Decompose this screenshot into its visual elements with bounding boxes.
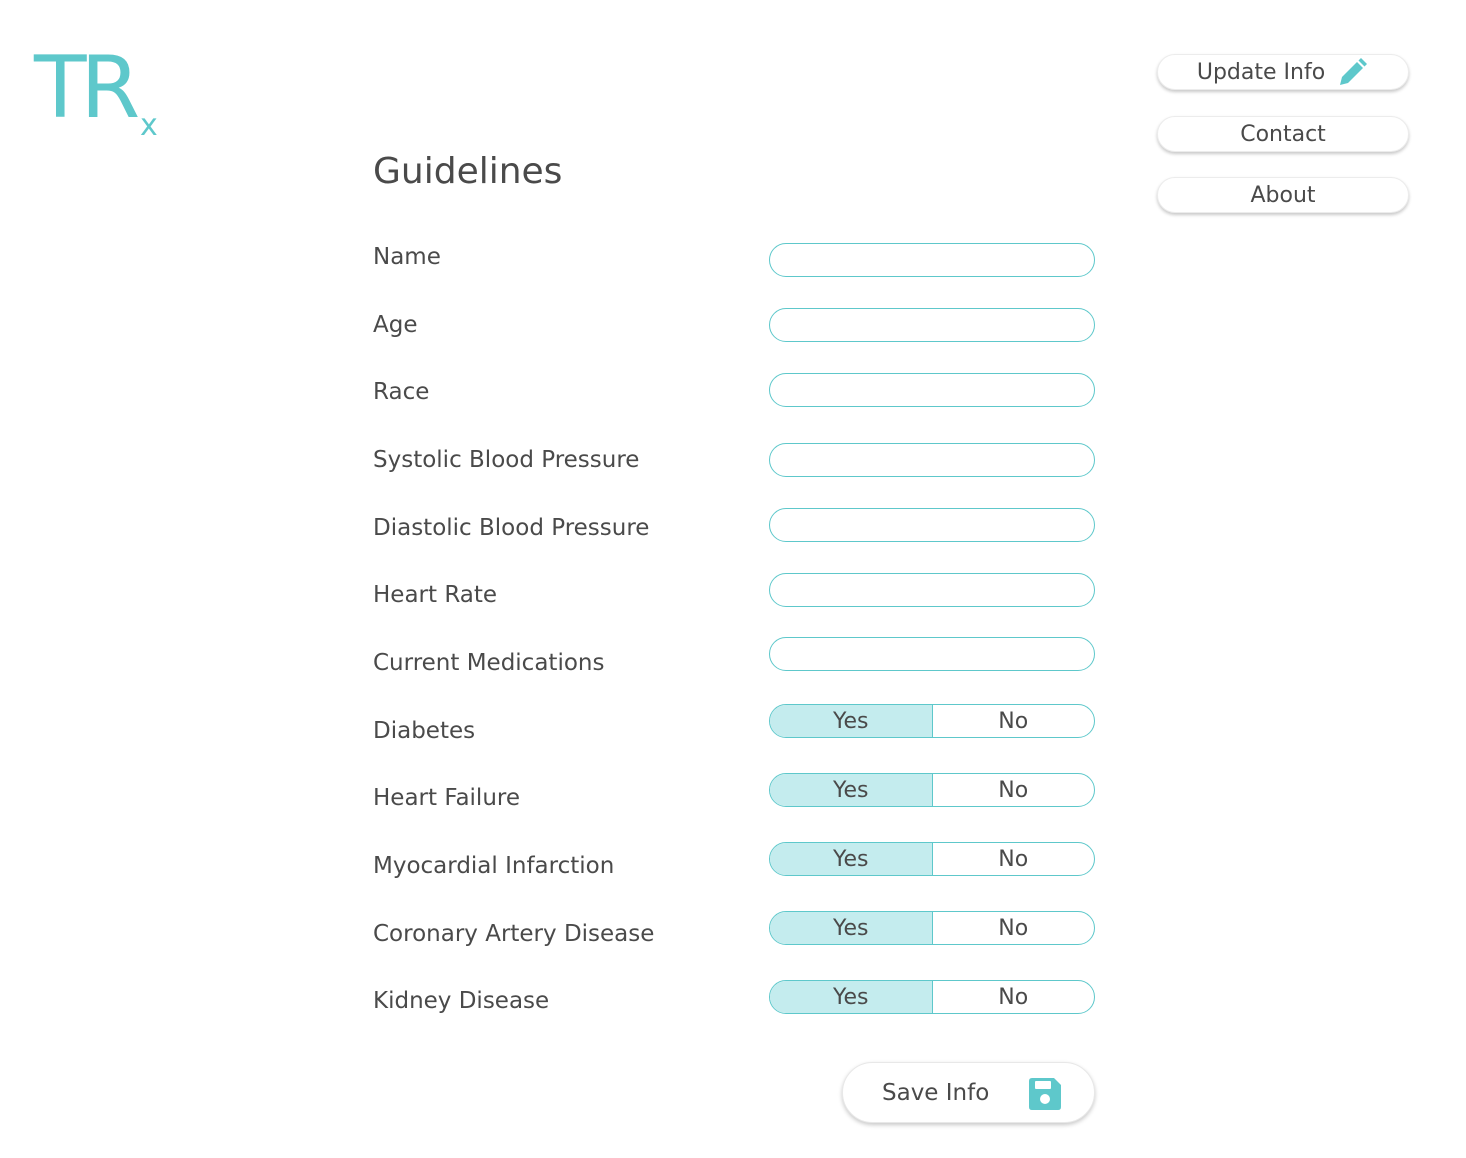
- age-label: Age: [373, 312, 418, 338]
- current-medications-label: Current Medications: [373, 650, 605, 676]
- coronary-artery-disease-label: Coronary Artery Disease: [373, 921, 655, 947]
- race-field[interactable]: [769, 373, 1095, 407]
- coronary-artery-disease-toggle: [769, 911, 1095, 945]
- save-info-button[interactable]: [842, 1062, 1095, 1123]
- age-field[interactable]: [769, 308, 1095, 342]
- kidney-disease-toggle: [769, 980, 1095, 1014]
- name-field[interactable]: [769, 243, 1095, 277]
- diabetes-no-option[interactable]: No: [932, 705, 1095, 737]
- save-icon: [1028, 1077, 1062, 1111]
- kidney-disease-no-option[interactable]: No: [932, 981, 1095, 1013]
- heart-failure-toggle: [769, 773, 1095, 807]
- name-label: Name: [373, 244, 441, 270]
- heart-rate-field[interactable]: [769, 573, 1095, 607]
- logo-sub-text: x: [140, 108, 158, 143]
- myocardial-infarction-no-option[interactable]: No: [932, 843, 1095, 875]
- coronary-artery-disease-no-option[interactable]: No: [932, 912, 1095, 944]
- update-info-label: Update Info: [1196, 59, 1326, 85]
- kidney-disease-yes-option[interactable]: Yes: [770, 981, 932, 1013]
- systolic-bp-label: Systolic Blood Pressure: [373, 447, 640, 473]
- myocardial-infarction-label: Myocardial Infarction: [373, 853, 615, 879]
- diabetes-yes-option[interactable]: Yes: [770, 705, 932, 737]
- kidney-disease-label: Kidney Disease: [373, 988, 550, 1014]
- systolic-bp-field[interactable]: [769, 443, 1095, 477]
- race-label: Race: [373, 379, 430, 405]
- page-title: Guidelines: [373, 151, 563, 192]
- coronary-artery-disease-yes-option[interactable]: Yes: [770, 912, 932, 944]
- heart-rate-label: Heart Rate: [373, 582, 498, 608]
- about-button[interactable]: [1157, 177, 1409, 213]
- diabetes-toggle: [769, 704, 1095, 738]
- diabetes-label: Diabetes: [373, 718, 476, 744]
- heart-failure-label: Heart Failure: [373, 785, 520, 811]
- about-label: About: [1250, 182, 1316, 208]
- update-info-button[interactable]: [1157, 54, 1409, 90]
- app-logo: [34, 38, 174, 148]
- pencil-icon: [1336, 57, 1368, 89]
- myocardial-infarction-toggle: [769, 842, 1095, 876]
- current-medications-field[interactable]: [769, 637, 1095, 671]
- logo-main-text: TR: [34, 38, 135, 138]
- contact-button[interactable]: [1157, 116, 1409, 152]
- diastolic-bp-label: Diastolic Blood Pressure: [373, 515, 650, 541]
- save-info-label: Save Info: [882, 1080, 990, 1106]
- diastolic-bp-field[interactable]: [769, 508, 1095, 542]
- heart-failure-no-option[interactable]: No: [932, 774, 1095, 806]
- contact-label: Contact: [1240, 121, 1326, 147]
- heart-failure-yes-option[interactable]: Yes: [770, 774, 932, 806]
- myocardial-infarction-yes-option[interactable]: Yes: [770, 843, 932, 875]
